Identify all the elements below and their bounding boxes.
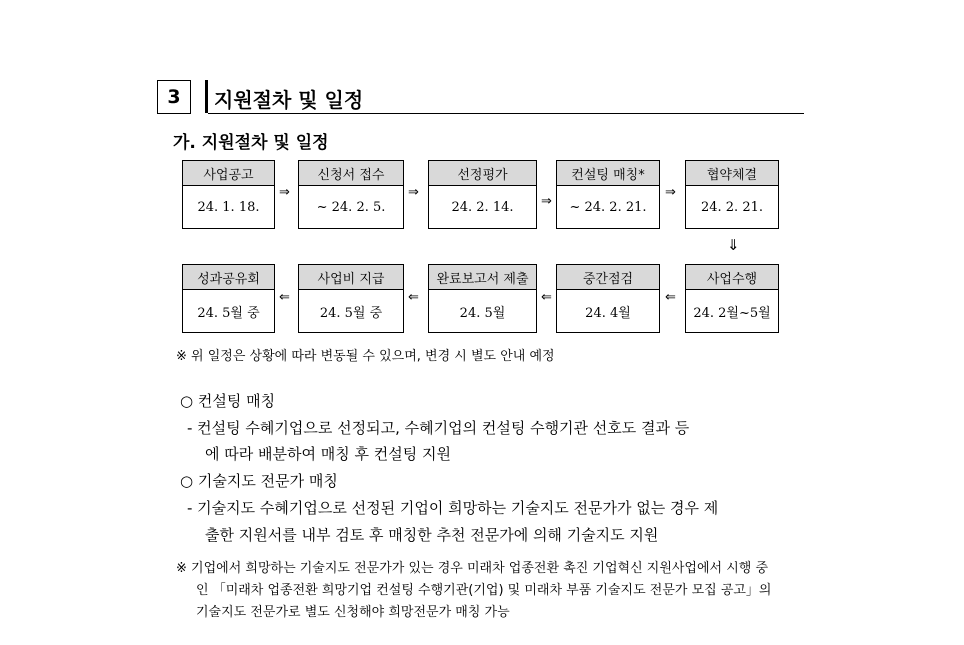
footnote-line-1: ※ 기업에서 희망하는 기술지도 전문가가 있는 경우 미래차 업종전환 촉진 기업혁신 지원사업에서 시행 중 — [176, 561, 769, 576]
flow-step-agreement — [685, 160, 779, 229]
arrow-left-icon: ⇐ — [408, 290, 419, 305]
arrow-left-icon: ⇐ — [541, 290, 552, 305]
section-title-bar — [205, 80, 208, 113]
schedule-note: ※ 위 일정은 상황에 따라 변동될 수 있으며, 변경 시 별도 안내 예정 — [176, 349, 555, 364]
consulting-line-1: - 컨설팅 수혜기업으로 선정되고, 수혜기업의 컨설팅 수행기관 선호도 결과 등 — [187, 419, 690, 437]
flow-step-date: 24. 5월 중 — [197, 305, 260, 321]
footnote-line-3: 기술지도 전문가로 별도 신청해야 희망전문가 매칭 가능 — [196, 605, 510, 620]
flow-step-label: 사업수행 — [686, 265, 778, 290]
flow-step-date: 24. 5월 중 — [319, 305, 383, 321]
flow-step-label: 컨설팅 매칭* — [557, 161, 659, 186]
arrow-right-icon: ⇒ — [541, 194, 552, 209]
consulting-heading: ○ 컨설팅 매칭 — [180, 392, 276, 410]
flow-step-date: 24. 4월 — [585, 305, 631, 321]
flow-step-label: 협약체결 — [686, 161, 778, 186]
flow-step-date: 24. 1. 18. — [197, 199, 260, 215]
consulting-line-2: 에 따라 배분하여 매칭 후 컨설팅 지원 — [205, 445, 451, 463]
flow-step-results-sharing — [182, 264, 275, 333]
flow-step-label: 신청서 접수 — [299, 161, 403, 186]
arrow-left-icon: ⇐ — [665, 290, 676, 305]
flow-step-date: 24. 2. 14. — [451, 199, 514, 215]
subsection-title: 가. 지원절차 및 일정 — [173, 133, 329, 153]
expert-line-2: 출한 지원서를 내부 검토 후 매칭한 추천 전문가에 의해 기술지도 지원 — [205, 526, 659, 544]
flow-step-label: 완료보고서 제출 — [429, 265, 536, 290]
flow-step-label: 중간점검 — [557, 265, 659, 290]
flow-step-application — [298, 160, 404, 229]
flow-step-date: ~ 24. 2. 21. — [569, 199, 647, 215]
flow-step-label: 사업비 지급 — [299, 265, 403, 290]
arrow-right-icon: ⇒ — [279, 185, 290, 200]
expert-heading: ○ 기술지도 전문가 매칭 — [180, 472, 338, 490]
flow-step-label: 선정평가 — [429, 161, 536, 186]
flow-step-label: 성과공유회 — [183, 265, 274, 290]
section-number: 3 — [157, 80, 191, 114]
flow-step-execution — [685, 264, 779, 333]
flow-step-consulting-matching — [556, 160, 660, 229]
flow-step-date: 24. 2월~5월 — [693, 305, 771, 321]
flow-step-date: 24. 5월 — [459, 305, 506, 321]
expert-line-1: - 기술지도 수혜기업으로 선정된 기업이 희망하는 기술지도 전문가가 없는 경우 제 — [187, 499, 719, 517]
arrow-right-icon: ⇒ — [665, 185, 676, 200]
flow-step-evaluation — [428, 160, 537, 229]
flow-step-date: ~ 24. 2. 5. — [316, 199, 386, 215]
flow-step-announcement — [182, 160, 275, 229]
arrow-left-icon: ⇐ — [279, 290, 290, 305]
flow-step-final-report — [428, 264, 537, 333]
flow-step-date: 24. 2. 21. — [700, 199, 764, 215]
footnote-line-2: 인 「미래차 업종전환 희망기업 컨설팅 수행기관(기업) 및 미래차 부품 기술지도 전문가 모집 공고」의 — [196, 583, 772, 598]
section-title: 지원절차 및 일정 — [214, 88, 364, 112]
arrow-down-icon: ⇓ — [727, 236, 740, 254]
flow-step-interim-check — [556, 264, 660, 333]
flow-step-label: 사업공고 — [183, 161, 274, 186]
flow-step-payment — [298, 264, 404, 333]
arrow-right-icon: ⇒ — [408, 185, 419, 200]
section-title-underline — [208, 113, 804, 114]
